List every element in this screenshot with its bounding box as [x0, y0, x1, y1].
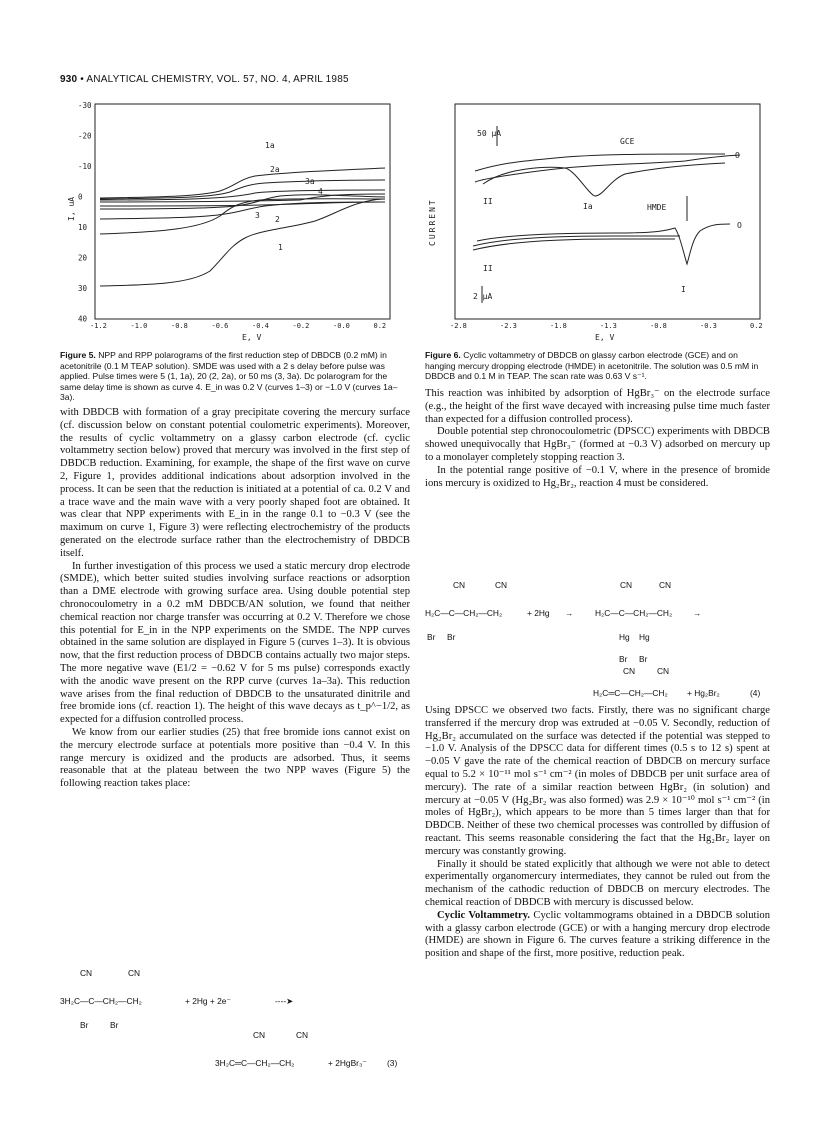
equation-4: CN CN H₂C—C—CH₂—CH₂ + 2Hg → H₂C—C—CH₂—CH₂ → CN CN Br Br Hg Hg Br Br CN CN H₂C═C—CH₂—CH₂ + Hg₂Br₂ (4): [425, 580, 761, 698]
fig6-peak-label: Ia: [583, 202, 593, 211]
fig6-xtick-label: -2.3: [500, 322, 517, 330]
right-paragraph-3: In the potential range positive of −0.1 V, where in the presence of bromide ions mercury is oxidized to Hg₂Br₂, reaction 4 must be considered.: [425, 464, 770, 489]
fig5-ytick-label: -20: [78, 131, 92, 141]
fig6-o-label: O: [735, 151, 740, 160]
fig6-ylabel: CURRENT: [428, 198, 437, 246]
fig5-ytick-label: -30: [78, 101, 92, 110]
fig5-xtick-label: -0.6: [211, 322, 229, 330]
fig6-hmde-label: HMDE: [647, 203, 667, 212]
fig6-gce-top: [475, 154, 725, 171]
right-column-top: [425, 388, 770, 490]
figure-6-chart: [425, 96, 770, 346]
fig5-curve-2a: [100, 180, 385, 199]
fig5-xtick-label: 0.2: [373, 322, 387, 330]
right-paragraph-2: Double potential step chronocoulometric (DPSCC) experiments with DBDCB showed unequivocally that HgBr₃⁻ (formed at −0.3 V) adsorbed on mercury up to a monolayer completely stopping reaction 3.: [425, 426, 770, 463]
fig5-xtick-label: -0.0: [333, 322, 350, 330]
fig5-ylabel: I, uA: [67, 196, 76, 221]
fig5-curve-label: 1a: [265, 141, 275, 150]
fig5-ytick-label: 40: [78, 314, 88, 324]
page-number: 930: [60, 74, 78, 85]
fig5-xtick-label: -0.4: [252, 322, 269, 330]
fig5-curve-1a: [100, 168, 385, 198]
fig5-ytick-label: -10: [78, 162, 92, 171]
fig6-scale-label: 50 μA: [477, 129, 502, 138]
fig5-xtick-label: -0.8: [171, 322, 188, 330]
left-paragraph-3: We know from our earlier studies (25) that free bromide ions cannot exist on the mercury electrode surface at potentials more positive than −0.4 V. In this range mercury is oxidized and the products are adsorbed. Thus, it seems reasonable that at the plateau between the two NPP waves (Figure 5) the following reaction takes place:: [60, 726, 410, 790]
left-paragraph-1: with DBDCB with formation of a gray precipitate covering the mercury surface (cf. discussion below on constant potential coulometric experiments). Moreover, the results of cyclic voltammetry on a glassy carbon electrode (cf. cyclic voltammetry section below) proved that mercury was involved in the first step of DBDCB reduction. Examining, for example, the shape of the first wave on curve 2, Figure 1, provides additional indications about adsorption involved in the process. It can be seen that the reduction is initiated at a potential of ca. 0.2 V and a trace wave and the main wave with a very poorly shaped foot are obtained. It was clear that NPP experiments with E_in in the range 0.1 to −0.3 V (see the maximum on curve 1, Figure 3) were reflecting electrochemistry of the products generated on the electrode surface rather than the electrochemistry of DBDCB itself.: [60, 407, 410, 559]
left-column: [60, 407, 410, 791]
fig5-curve-label: 4: [318, 187, 323, 196]
fig6-peak-label: II: [483, 264, 493, 273]
equation-3: CN CN 3H₂C—C—CH₂—CH₂ + 2Hg + 2e⁻ ----➤ Br Br CN CN 3H₂C═C—CH₂—CH₂ + 2HgBr₃⁻ (3): [60, 968, 398, 1068]
fig6-xtick-label: -0.3: [700, 322, 717, 330]
right-paragraph-1: This reaction was inhibited by adsorption of HgBr₃⁻ on the electrode surface (e.g., the height of the first wave decayed with increasing pulse time much faster than expected for a diffusion controlled process).: [425, 388, 770, 425]
fig6-o-label: O: [737, 221, 742, 230]
fig5-curve-label: 1: [278, 243, 283, 252]
fig5-ytick-label: 20: [78, 253, 88, 263]
fig6-hmde-main: [477, 224, 730, 264]
fig5-curve-label: 3a: [305, 177, 315, 186]
fig5-curve-label: 2a: [270, 165, 280, 174]
fig5-xtick-label: -0.2: [292, 322, 310, 330]
figure-6-caption: Figure 6. Cyclic voltammetry of DBDCB on glassy carbon electrode (GCE) and on hanging mercury dropping electrode (HMDE) in acetonitrile. The solution was 0.5 mM in DBDCB and 0.1 M in TEAP. The scan rate was 0.63 V s⁻¹.: [425, 350, 759, 382]
left-paragraph-2: In further investigation of this process we used a static mercury drop electrode (SMDE), which better suited studies involving surface reactions or adsorption than a DME electrode with growing surface area. Using double potential step chronocoulometry in a 0.2 mM DBDCB/AN solution, we found that neither chemical reaction nor charge transfer was occurring at 0.2 V. Therefore we chose this potential for E_in in the NPP experiments on the SMDE. The NPP curves obtained in the same solution are displayed in Figure 5 (curves 1–3). It is obvious now, that the first reduction process of DBDCB contains actually two major steps. The more negative wave (E1/2 = −0.62 V for 5 ms pulse) corresponds exactly with the anodic wave present on the RPP curve (curves 1a–3a). This reduction wave arises from the final reduction of DBDCB to the unsaturated dinitrile and free bromide ions (cf. reaction 1). The height of this wave decays as t_p^−1/2, as expected for a diffusion controlled process.: [60, 560, 410, 726]
fig6-xtick-label: -0.8: [650, 322, 667, 330]
fig6-xlabel: E, V: [595, 333, 615, 342]
fig5-ytick-label: 0: [78, 192, 83, 202]
fig5-ytick-label: 30: [78, 284, 88, 293]
fig6-gce-bot: [475, 155, 740, 182]
fig6-xtick-label: 0.2: [750, 322, 763, 330]
journal-title: ANALYTICAL CHEMISTRY, VOL. 57, NO. 4, APRIL 1985: [86, 74, 349, 85]
fig5-xtick-label: -1.0: [130, 322, 148, 330]
fig5-curve-1b: [100, 199, 385, 234]
fig6-xtick-label: -2.8: [450, 322, 467, 330]
fig5-frame: [95, 104, 390, 319]
section-heading-cyclic-voltammetry: Cyclic Voltammetry.: [437, 909, 531, 921]
fig6-peak-label: II: [483, 197, 493, 206]
right-paragraph-6: Cyclic Voltammetry. Cyclic voltammograms obtained in a DBDCB solution with a glassy carbon electrode (GCE) or with a hanging mercury drop electrode (HMDE) are shown in Figure 6. The curves feature a striking difference in the position and shape of the first, more positive, reduction peak.: [425, 909, 770, 960]
fig6-gce-mid: [483, 163, 725, 196]
fig5-xtick-label: -1.2: [90, 322, 107, 330]
fig5-xlabel: E, V: [242, 333, 262, 342]
right-paragraph-4: Using DPSCC we observed two facts. Firstly, there was no significant charge transferred if the mercury drop was extruded at −0.05 V. Secondly, reduction of Hg₂Br₂ accumulated on the surface was detected if the potential was stepped to −1.0 V. Analysis of the DPSCC data for different times (0.5 s to 12 s) spent at −0.05 V gave the rate of the chemical reaction of DBDCB on mercury surface equal to 5.2 × 10⁻¹¹ mol s⁻¹ cm⁻² (in moles of DBDCB per unit surface area of mercury). The rate of a similar reaction between HgBr₂ (in solution) and mercury at −0.05 V (Hg₂Br₂ was also formed) was 2.9 × 10⁻¹⁰ mol s⁻¹ cm⁻² (in moles of HgBr₂), which appears to be more than 5 times larger than that for DBDCB. Neither of these two chemical processes was controlled by diffusion of reactant. This seems reasonable considering the fact that the Hg₂Br₂ layer on mercury was constantly growing.: [425, 705, 770, 857]
fig6-gce-label: GCE: [620, 137, 635, 146]
fig5-curve-label: 2: [275, 215, 280, 224]
fig6-xtick-label: -1.8: [550, 322, 567, 330]
fig5-curve-label: 3: [255, 211, 260, 220]
right-column-bottom: [425, 705, 770, 961]
figure-5-chart: [60, 96, 410, 346]
right-paragraph-5: Finally it should be stated explicitly that although we were not able to detect experimentally organomercury intermediates, they cannot be ruled out from the mechanism of the cathodic reduction of DBDCB on mercury electrodes. The chemical reaction of DBDCB with mercury is discussed below.: [425, 858, 770, 908]
fig6-peak-label: I: [681, 285, 686, 294]
fig5-ytick-label: 10: [78, 223, 88, 232]
running-header: 930 • ANALYTICAL CHEMISTRY, VOL. 57, NO. 4, APRIL 1985: [60, 74, 349, 85]
fig6-scale-label: 2 μA: [473, 292, 493, 301]
fig6-xtick-label: -1.3: [600, 322, 617, 330]
fig5-curve-1: [100, 199, 385, 286]
figure-5-caption: Figure 5. NPP and RPP polarograms of the first reduction step of DBDCB (0.2 mM) in acetonitrile (0.1 M TEAP solution). SMDE was used with a 2 s delay before pulse was applied. Pulse times were 5 (1, 1a), 20 (2, 2a), or 50 ms (3, 3a). Dc polarogram for the same delay time is shown as curve 4. E_in was 0.2 V (curves 1–3) or −1.0 V (curves 1a–3a).: [60, 350, 398, 403]
